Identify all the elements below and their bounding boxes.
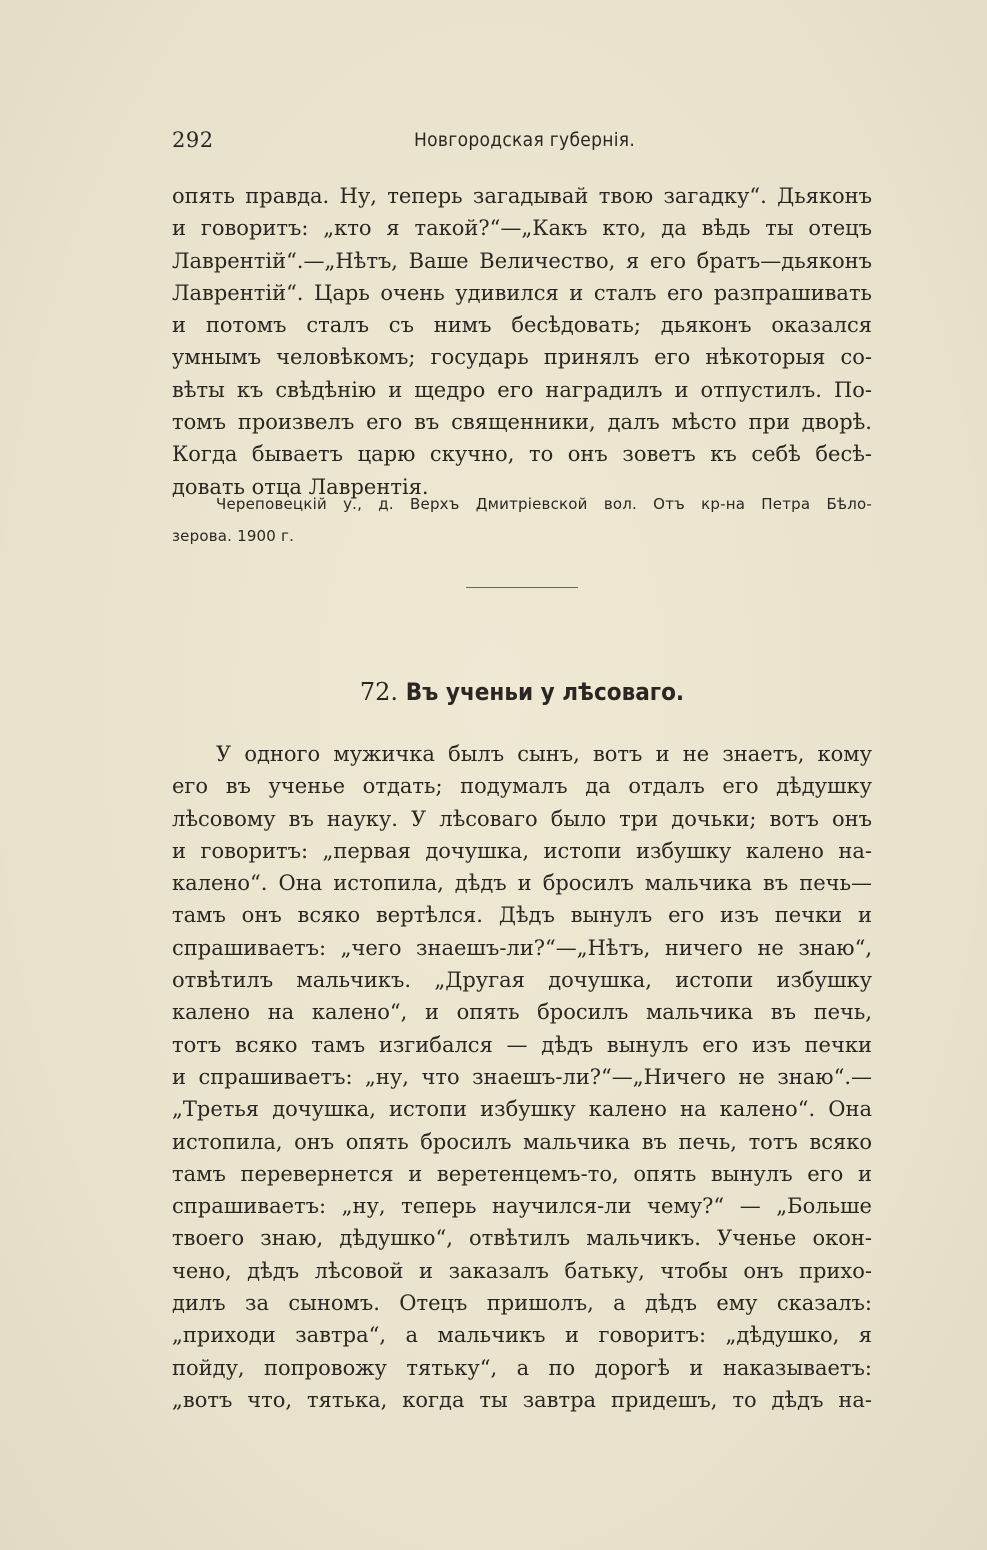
source-note [172,488,872,552]
page-number: 292 [172,128,214,152]
text-line: вѣты къ свѣдѣнію и щедро его наградилъ и отпустилъ. По- [172,377,872,402]
story-text [172,738,872,1416]
text-line: отвѣтилъ мальчикъ. „Другая дочушка, истопи избушку [172,968,872,993]
text-line: Лаврентій“. Царь очень удивился и сталъ его разпрашивать [172,280,872,305]
text-line: „вотъ что, тятька, когда ты завтра придешъ, то дѣдъ на- [172,1387,872,1412]
section-divider [466,587,578,588]
text-line: тамъ перевернется и веретенцемъ-то, опять вынулъ его и [172,1161,872,1186]
text-line: тамъ онъ всяко вертѣлся. Дѣдъ вынулъ его изъ печки и [172,903,872,928]
source-note-line: зерова. 1900 г. [172,527,295,545]
text-line: Лаврентій“.—„Нѣтъ, Ваше Величество, я его братъ—дьяконъ [172,248,872,273]
text-line: спрашиваетъ: „ну, теперь научился-ли чему?“ — „Больше [172,1194,872,1219]
text-line: его въ ученье отдать; подумалъ да отдалъ его дѣдушку [172,774,872,799]
running-head [172,122,872,158]
text-line: умнымъ человѣкомъ; государь принялъ его нѣкоторыя со- [172,345,872,370]
text-line: лѣсовому въ науку. У лѣсоваго было три дочьки; вотъ онъ [172,806,872,831]
text-line: калено“. Она истопила, дѣдъ и бросилъ мальчика въ печь— [172,871,872,896]
text-line: пойду, попровожу тятьку“, а по дорогѣ и наказываетъ: [172,1355,872,1380]
text-line: „приходи завтра“, а мальчикъ и говоритъ: „дѣдушко, я [172,1323,872,1348]
text-line: тотъ всяко тамъ изгибался — дѣдъ вынулъ его изъ печки [172,1032,872,1057]
text-line: чено, дѣдъ лѣсовой и заказалъ батьку, чтобы онъ прихо- [172,1258,872,1283]
story-heading [172,672,872,712]
text-line: и говоритъ: „кто я такой?“—„Какъ кто, да вѣдь ты отецъ [172,216,872,241]
story-title: Въ ученьи у лѣсоваго. [405,678,685,706]
previous-story-text [172,180,872,503]
text-line: У одного мужичка былъ сынъ, вотъ и не знаетъ, кому [216,742,872,766]
text-line: калено на калено“, и опять бросилъ мальчика въ печь, [172,1000,872,1025]
running-title: Новгородская губернія. [414,129,636,151]
text-line: и говоритъ: „первая дочушка, истопи избушку калено на- [172,838,872,863]
text-line: Когда бываетъ царю скучно, то онъ зоветъ къ себѣ бесѣ- [172,442,872,467]
text-line: опять правда. Ну, теперь загадывай твою загадку“. Дьяконъ [172,184,872,208]
text-line: твоего знаю, дѣдушко“, отвѣтилъ мальчикъ. Ученье окон- [172,1226,872,1251]
text-line: и спрашиваетъ: „ну, что знаешъ-ли?“—„Ничего не знаю“.— [172,1064,872,1089]
text-line: томъ произвелъ его въ священники, далъ мѣсто при дворѣ. [172,410,872,435]
text-line: довать отца Лаврентія. [172,474,429,499]
text-line: и потомъ сталъ съ нимъ бесѣдовать; дьяконъ оказался [172,313,872,338]
story-number: 72. [359,678,399,706]
text-line: истопила, онъ опять бросилъ мальчика въ печь, тотъ всяко [172,1129,872,1154]
source-note-line: Череповецкій у., д. Верхъ Дмитріевской вол. Отъ кр-на Петра Бѣло- [216,495,872,513]
text-line: дилъ за сыномъ. Отецъ пришолъ, а дѣдъ ему сказалъ: [172,1291,872,1316]
text-line: спрашиваетъ: „чего знаешъ-ли?“—„Нѣтъ, ничего не знаю“, [172,935,872,960]
text-line: „Третья дочушка, истопи избушку калено на калено“. Она [172,1097,872,1122]
